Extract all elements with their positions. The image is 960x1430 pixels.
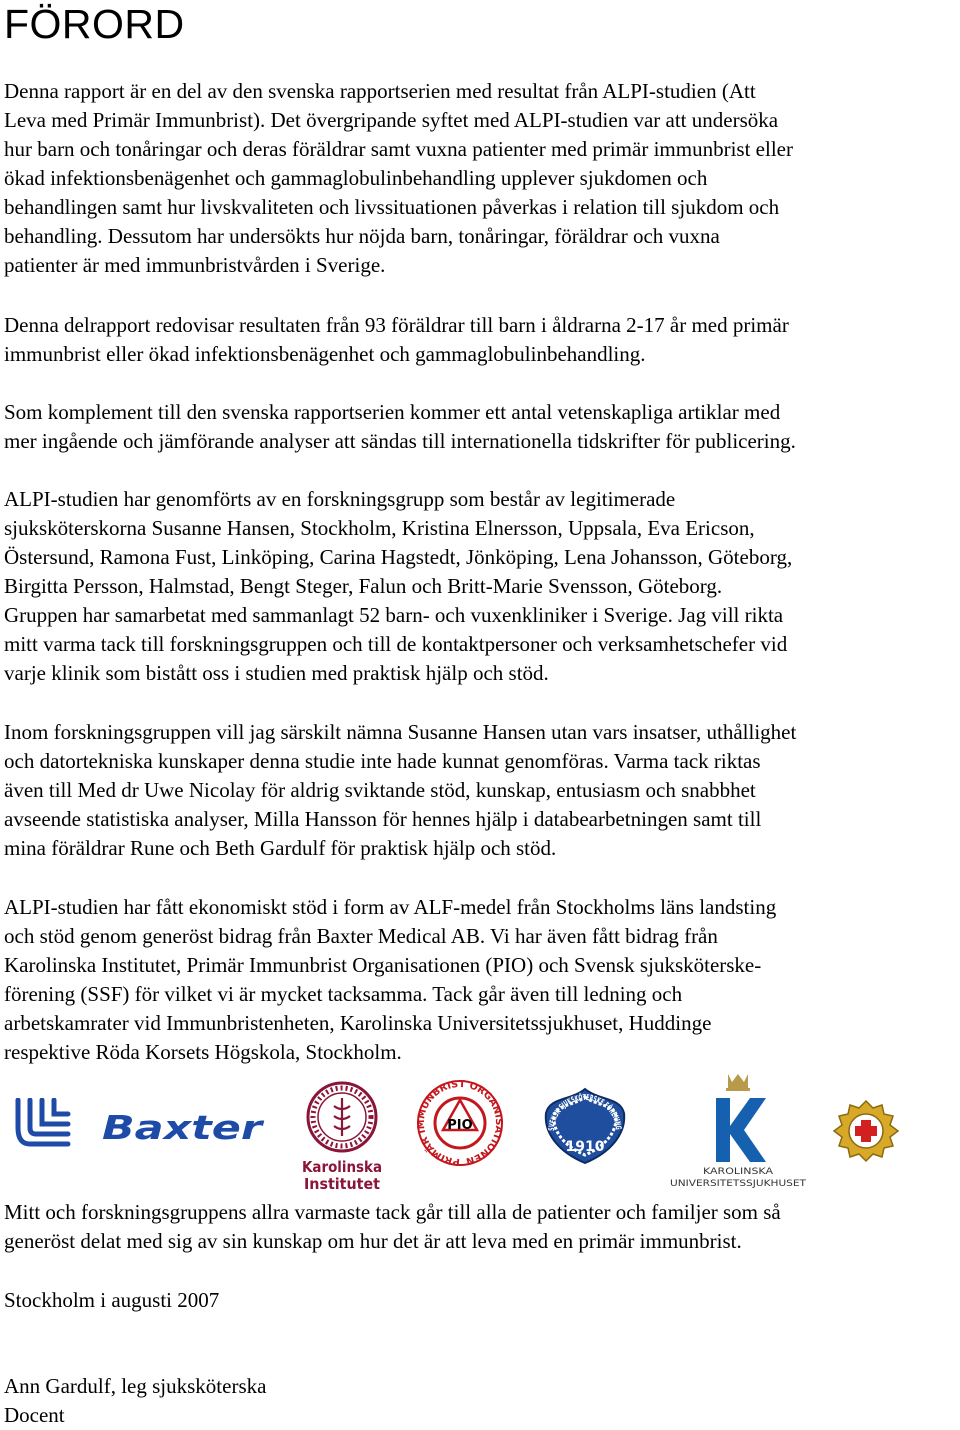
text-line: och datortekniska kunskaper denna studie inte hade kunnat genomföras. Varma tack riktas — [4, 749, 761, 773]
text-line: ALPI-studien har genomförts av en forskningsgrupp som består av legitimerade — [4, 487, 676, 511]
landsting-logo — [12, 1098, 74, 1150]
karolinska-k-icon — [716, 1098, 766, 1162]
paragraph-articles — [4, 398, 960, 456]
text-line: Inom forskningsgruppen vill jag särskilt nämna Susanne Hansen utan vars insatser, uthållighet — [4, 720, 797, 744]
text-line: respektive Röda Korsets Högskola, Stockholm. — [4, 1040, 402, 1064]
text-line: patienter är med immunbristvården i Sverige. — [4, 253, 386, 277]
text-line: förening (SSF) för vilket vi är mycket tacksamma. Tack går även till ledning och — [4, 982, 683, 1006]
ki-wordmark-line1: Karolinska — [302, 1158, 382, 1176]
text-line: och stöd genom generöst bidrag från Baxter Medical AB. Vi har även fått bidrag från — [4, 924, 718, 948]
paragraph-place-date — [4, 1286, 960, 1315]
paragraph-acknowledgements — [4, 718, 960, 863]
paragraph-intro — [4, 77, 960, 280]
text-line: ökad infektionsbenägenhet och gammaglobulinbehandling upplever sjukdomen och — [4, 166, 708, 190]
paragraph-research-group — [4, 485, 960, 688]
text-line: behandling. Dessutom har undersökts hur nöjda barn, tonåringar, föräldrar och vuxna — [4, 224, 720, 248]
page-title: FÖRORD — [4, 1, 185, 47]
karolinska-wordmark-line1: KAROLINSKA — [703, 1167, 775, 1177]
ssf-year-text: 1910 — [565, 1139, 605, 1155]
text-line: mer ingående och jämförande analyser att sändas till internationella tidskrifter för publicering. — [4, 429, 796, 453]
pio-center-text: PIO — [447, 1118, 473, 1133]
signature-block — [4, 1372, 266, 1430]
karolinska-wordmark-line2: UNIVERSITETSSJUKHUSET — [670, 1179, 807, 1188]
paragraph-funding — [4, 893, 960, 1067]
text-line: Stockholm i augusti 2007 — [4, 1288, 220, 1312]
text-line: Karolinska Institutet, Primär Immunbrist Organisationen (PIO) och Svensk sjuksköterske- — [4, 953, 762, 977]
ki-wordmark-line2: Institutet — [304, 1175, 380, 1192]
text-line: arbetskamrater vid Immunbristenheten, Karolinska Universitetssjukhuset, Huddinge — [4, 1011, 712, 1035]
text-line: mitt varma tack till forskningsgruppen och till de kontaktpersoner och verksamhetschefer vid — [4, 632, 788, 656]
ssf-ring-text: SVENSK SJUKSKÖTERSKE FÖRENING — [546, 1092, 624, 1133]
text-line: avseende statistiska analyser, Milla Hansson för hennes hjälp i databearbetningen samt till — [4, 807, 762, 831]
red-cross-badge-icon — [826, 1099, 906, 1163]
karolinska-sjukhuset-logo — [668, 1070, 808, 1188]
baxter-wordmark: Baxter — [102, 1109, 265, 1145]
ssf-logo — [542, 1087, 628, 1165]
crown-icon — [728, 1074, 748, 1088]
text-line: Denna rapport är en del av den svenska rapportserien med resultat från ALPI-studien (Att — [4, 79, 756, 103]
text-line: Östersund, Ramona Fust, Linköping, Carina Hagstedt, Jönköping, Lena Johansson, Göteborg, — [4, 545, 793, 569]
pio-ring-text: PRIMÄR IMMUNBRIST ORGANISATIONEN — [415, 1078, 505, 1168]
text-line: ALPI-studien har fått ekonomiskt stöd i form av ALF-medel från Stockholms läns landsting — [4, 895, 777, 919]
text-line: Mitt och forskningsgruppens allra varmaste tack går till alla de patienter och familjer som så — [4, 1200, 781, 1224]
text-line: mina föräldrar Rune och Beth Gardulf för praktisk hjälp och stöd. — [4, 836, 557, 860]
sponsor-logos — [0, 1065, 960, 1195]
text-line: Leva med Primär Immunbrist). Det övergripande syftet med ALPI-studien var att undersöka — [4, 108, 779, 132]
paragraph-subreport — [4, 311, 960, 369]
text-line: Denna delrapport redovisar resultaten från 93 föräldrar till barn i åldrarna 2-17 år med primär — [4, 313, 789, 337]
paragraph-thanks-patients — [4, 1198, 960, 1256]
text-line: immunbrist eller ökad infektionsbenägenhet och gammaglobulinbehandling. — [4, 342, 646, 366]
signature-title: Docent — [4, 1403, 65, 1427]
text-line: Som komplement till den svenska rapportserien kommer ett antal vetenskapliga artiklar med — [4, 400, 781, 424]
text-line: varje klinik som bistått oss i studien med praktisk hjälp och stöd. — [4, 661, 549, 685]
text-line: generöst delat med sig av sin kunskap om hur det är att leva med en primär immunbrist. — [4, 1229, 742, 1253]
signature-name: Ann Gardulf, leg sjuksköterska — [4, 1374, 267, 1398]
karolinska-institutet-logo — [300, 1080, 384, 1192]
text-line: Birgitta Persson, Halmstad, Bengt Steger, Falun och Britt-Marie Svensson, Göteborg. — [4, 574, 723, 598]
baxter-logo — [100, 1109, 266, 1145]
text-line: hur barn och tonåringar och deras föräldrar samt vuxna patienter med primär immunbrist eller — [4, 137, 793, 161]
text-line: sjuksköterskorna Susanne Hansen, Stockholm, Kristina Elnersson, Uppsala, Eva Ericson, — [4, 516, 755, 540]
text-line: behandlingen samt hur livskvaliteten och livssituationen påverkas i relation till sjukdom och — [4, 195, 780, 219]
text-line: Gruppen har samarbetat med sammanlagt 52 barn- och vuxenkliniker i Sverige. Jag vill rikta — [4, 603, 784, 627]
pio-logo — [414, 1075, 506, 1175]
text-line: även till Med dr Uwe Nicolay för aldrig sviktande stöd, kunskap, entusiasm och snabbhet — [4, 778, 756, 802]
